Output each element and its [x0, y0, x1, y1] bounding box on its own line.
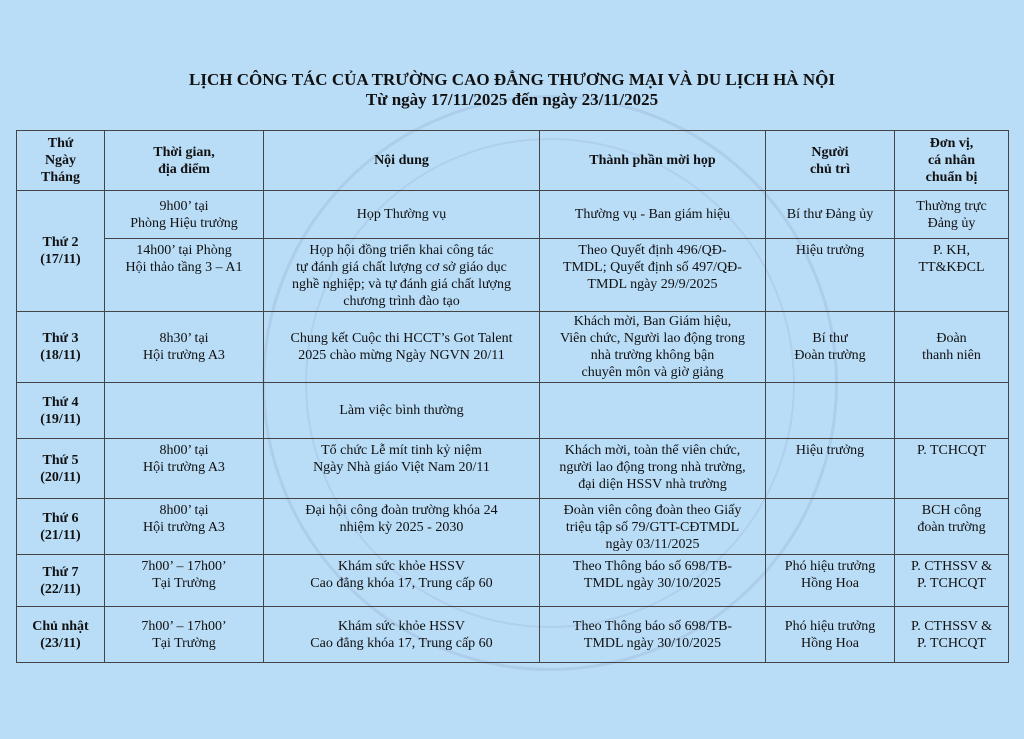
text-line: P. KH,	[933, 243, 970, 258]
text-line: Đoàn	[936, 331, 967, 346]
time-cell	[105, 555, 264, 607]
text-line: 8h30’ tại	[159, 331, 209, 346]
document-title	[0, 70, 1024, 110]
text-line: nghề nghiệp; và tự đánh giá chất lượng	[292, 277, 511, 292]
text-line: nhà trường không bận	[590, 348, 715, 363]
text-line: Khách mời, toàn thể viên chức,	[564, 443, 741, 458]
chair-cell	[766, 312, 895, 383]
text-line: Hiệu trưởng	[795, 443, 865, 458]
table-row	[17, 383, 1009, 439]
prep-cell	[895, 312, 1009, 383]
attendees-cell	[540, 555, 766, 607]
table-row	[17, 499, 1009, 555]
text-line: Đoàn trường	[794, 348, 866, 363]
text-line: BCH công	[921, 503, 982, 518]
content-cell	[264, 191, 540, 239]
day-date: (23/11)	[40, 635, 81, 651]
header-day-line: Tháng	[41, 170, 80, 185]
text-line: Đại hội công đoàn trường khóa 24	[305, 503, 498, 518]
text-line: Bí thư Đảng ủy	[786, 207, 874, 222]
prep-cell	[895, 607, 1009, 663]
time-cell	[105, 499, 264, 555]
content-cell	[264, 383, 540, 439]
day-cell	[17, 555, 105, 607]
chair-cell	[766, 383, 895, 439]
attendees-cell	[540, 607, 766, 663]
header-prep-line: Đơn vị,	[929, 136, 974, 151]
text-line: Bí thư	[812, 331, 848, 346]
day-name: Thứ 3	[42, 331, 79, 346]
text-line: Phòng Hiệu trưởng	[130, 215, 238, 231]
text-line: TMDL ngày 30/10/2025	[583, 635, 722, 651]
header-chair-line: chủ trì	[809, 161, 851, 177]
text-line: Tổ chức Lễ mít tinh kỷ niệm	[321, 443, 482, 458]
text-line: P. TCHCQT	[917, 635, 986, 651]
text-line: Hồng Hoa	[801, 635, 859, 651]
text-line: nhiệm kỳ 2025 - 2030	[339, 520, 464, 535]
text-line: Hồng Hoa	[801, 576, 859, 591]
text-line: Cao đẳng khóa 17, Trung cấp 60	[310, 576, 493, 591]
text-line: chuyên môn và giờ giảng	[581, 365, 724, 380]
text-line: Hội trường A3	[143, 460, 225, 475]
chair-cell	[766, 499, 895, 555]
table-row	[17, 555, 1009, 607]
table-row	[17, 239, 1009, 312]
text-line: 7h00’ – 17h00’	[141, 618, 227, 634]
chair-cell	[766, 191, 895, 239]
text-line: Phó hiệu trưởng	[784, 559, 876, 574]
attendees-cell	[540, 499, 766, 555]
table-row	[17, 312, 1009, 383]
table-header-row	[17, 131, 1009, 191]
chair-cell	[766, 607, 895, 663]
content-cell	[264, 312, 540, 383]
prep-cell	[895, 239, 1009, 312]
time-cell	[105, 191, 264, 239]
header-content: Nội dung	[264, 131, 540, 191]
chair-cell	[766, 439, 895, 499]
attendees-cell	[540, 383, 766, 439]
text-line: Đoàn viên công đoàn theo Giấy	[563, 503, 742, 518]
day-cell	[17, 499, 105, 555]
text-line: người lao động trong nhà trường,	[559, 460, 746, 475]
text-line: Ngày Nhà giáo Việt Nam 20/11	[313, 460, 490, 475]
text-line: 7h00’ – 17h00’	[141, 559, 227, 574]
header-prep	[895, 131, 1009, 191]
day-name: Thứ 2	[42, 235, 79, 250]
header-prep-line: cá nhân	[927, 153, 976, 168]
text-line: tự đánh giá chất lượng cơ sở giáo dục	[296, 260, 507, 275]
day-cell	[17, 607, 105, 663]
content-cell	[264, 555, 540, 607]
day-date: (17/11)	[40, 252, 81, 267]
text-line: P. CTHSSV &	[910, 559, 993, 574]
text-line: 14h00’ tại Phòng	[136, 243, 232, 258]
content-cell	[264, 499, 540, 555]
text-line: 8h00’ tại	[159, 503, 209, 518]
prep-cell	[895, 439, 1009, 499]
text-line: Thường vụ - Ban giám hiệu	[574, 207, 731, 222]
text-line: Hội trường A3	[143, 520, 225, 535]
day-name: Thứ 4	[42, 394, 79, 410]
text-line: P. CTHSSV &	[910, 618, 993, 634]
text-line: 8h00’ tại	[159, 443, 209, 458]
header-time-line: địa điểm	[158, 161, 210, 177]
text-line: Chung kết Cuộc thi HCCT’s Got Talent	[290, 331, 513, 346]
day-name: Thứ 7	[42, 564, 79, 580]
header-chair-line: Người	[811, 144, 849, 160]
header-chair	[766, 131, 895, 191]
table-row	[17, 191, 1009, 239]
header-time-line: Thời gian,	[153, 144, 215, 160]
text-line: 9h00’ tại	[159, 198, 209, 214]
header-day-line: Thứ	[47, 136, 74, 151]
text-line: Hiệu trưởng	[795, 243, 865, 258]
attendees-cell	[540, 439, 766, 499]
attendees-cell	[540, 239, 766, 312]
text-line: 2025 chào mừng Ngày NGVN 20/11	[298, 348, 505, 363]
day-date: (20/11)	[40, 469, 81, 485]
prep-cell	[895, 499, 1009, 555]
table-row	[17, 607, 1009, 663]
header-time-place	[105, 131, 264, 191]
header-attendees: Thành phần mời họp	[540, 131, 766, 191]
text-line: Tại Trường	[152, 576, 216, 591]
day-cell	[17, 312, 105, 383]
text-line: Hội trường A3	[143, 348, 225, 363]
text-line: P. TCHCQT	[917, 576, 986, 591]
text-line: Khám sức khỏe HSSV	[338, 559, 465, 574]
text-line: TMDL; Quyết định số 497/QĐ-	[563, 260, 742, 275]
day-date: (18/11)	[40, 348, 81, 363]
text-line: TMDL ngày 30/10/2025	[583, 576, 722, 591]
text-line: Cao đẳng khóa 17, Trung cấp 60	[310, 635, 493, 651]
time-cell	[105, 239, 264, 312]
text-line: chương trình đào tạo	[343, 294, 460, 309]
header-day	[17, 131, 105, 191]
header-prep-line: chuẩn bị	[925, 170, 978, 185]
day-cell	[17, 383, 105, 439]
day-date: (19/11)	[40, 411, 81, 427]
time-cell	[105, 439, 264, 499]
day-cell	[17, 191, 105, 312]
chair-cell	[766, 555, 895, 607]
attendees-cell	[540, 191, 766, 239]
text-line: Tại Trường	[152, 635, 216, 651]
text-line: TT&KĐCL	[918, 260, 985, 275]
attendees-cell	[540, 312, 766, 383]
text-line: Thường trực	[916, 198, 987, 214]
text-line: đại diện HSSV nhà trường	[578, 477, 727, 492]
day-cell	[17, 439, 105, 499]
schedule-date-range: Từ ngày 17/11/2025 đến ngày 23/11/2025	[365, 90, 659, 109]
text-line: Khách mời, Ban Giám hiệu,	[573, 314, 732, 329]
text-line: Theo Thông báo số 698/TB-	[572, 559, 733, 574]
schedule-title: LỊCH CÔNG TÁC CỦA TRƯỜNG CAO ĐẲNG THƯƠNG MẠI VÀ DU LỊCH HÀ NỘI	[189, 70, 835, 89]
day-name: Thứ 6	[42, 510, 79, 526]
text-line: Đảng ủy	[927, 215, 976, 231]
time-cell	[105, 383, 264, 439]
prep-cell	[895, 191, 1009, 239]
content-cell	[264, 607, 540, 663]
day-name: Thứ 5	[42, 452, 79, 468]
prep-cell	[895, 383, 1009, 439]
text-line: Hội thảo tầng 3 – A1	[125, 260, 243, 275]
schedule-table	[16, 130, 1009, 663]
text-line: Khám sức khỏe HSSV	[338, 618, 465, 634]
text-line: Họp Thường vụ	[356, 207, 447, 222]
header-day-line: Ngày	[44, 153, 77, 168]
text-line: Họp hội đồng triển khai công tác	[309, 243, 494, 258]
day-name: Chủ nhật	[32, 618, 89, 634]
text-line: P. TCHCQT	[917, 443, 986, 458]
table-row	[17, 439, 1009, 499]
text-line: triệu tập số 79/GTT-CĐTMDL	[565, 520, 740, 535]
text-line: ngày 03/11/2025	[605, 537, 700, 552]
text-line: Làm việc bình thường	[339, 403, 464, 418]
day-date: (21/11)	[40, 527, 81, 543]
text-line: Viên chức, Người lao động trong	[559, 331, 746, 346]
content-cell	[264, 439, 540, 499]
text-line: Phó hiệu trưởng	[784, 618, 876, 634]
time-cell	[105, 607, 264, 663]
prep-cell	[895, 555, 1009, 607]
text-line: TMDL ngày 29/9/2025	[587, 277, 718, 292]
text-line: thanh niên	[922, 348, 981, 363]
text-line: Theo Quyết định 496/QĐ-	[578, 243, 727, 258]
content-cell	[264, 239, 540, 312]
chair-cell	[766, 239, 895, 312]
time-cell	[105, 312, 264, 383]
text-line: Theo Thông báo số 698/TB-	[572, 618, 733, 634]
text-line: đoàn trường	[917, 520, 986, 535]
day-date: (22/11)	[40, 581, 81, 597]
